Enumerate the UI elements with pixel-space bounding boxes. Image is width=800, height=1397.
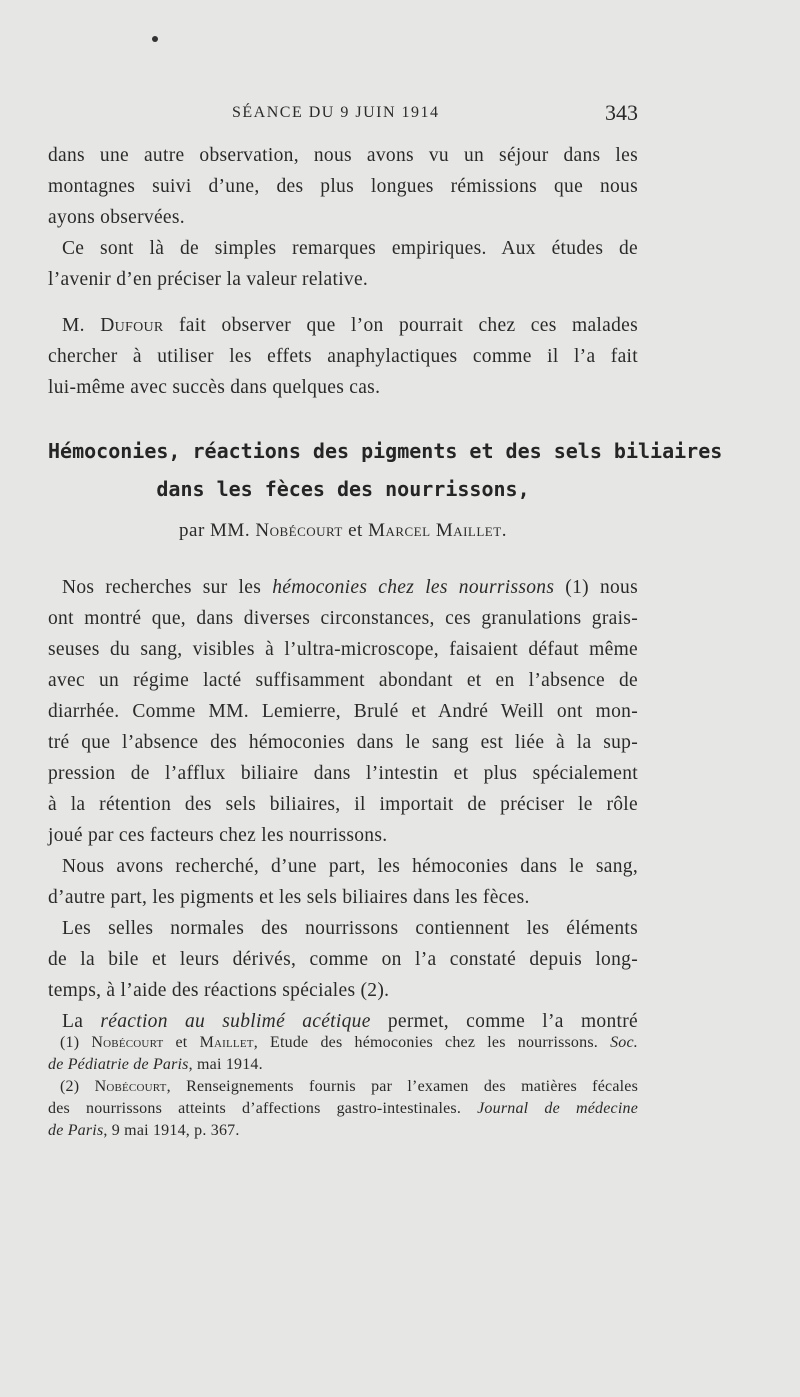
title-line: dans les fèces des nourrissons, bbox=[156, 477, 530, 501]
paragraph-dufour bbox=[48, 310, 638, 403]
text-line: Ce sont là de simples remarques empiriques. Aux études de bbox=[62, 238, 638, 259]
author-name: Maillet bbox=[199, 1034, 254, 1051]
footnote-2-cont bbox=[48, 1120, 638, 1142]
article-title bbox=[48, 432, 723, 508]
text-line: de la bile et leurs dérivés, comme on l’a constaté depuis long- bbox=[48, 949, 638, 970]
footnote-2 bbox=[48, 1076, 638, 1098]
text-line: pression de l’afflux biliaire dans l’intestin et plus spécialement bbox=[48, 763, 638, 784]
author-name: Nobécourt bbox=[91, 1034, 164, 1051]
text-line: ont montré que, dans diverses circonstances, ces granulations grais- bbox=[48, 608, 638, 629]
byline-and: et bbox=[342, 520, 369, 541]
text-line: tré que l’absence des hémoconies dans le sang est liée à la sup- bbox=[48, 732, 638, 753]
running-title: SÉANCE DU 9 JUIN 1914 bbox=[232, 104, 440, 121]
journal-title: de Pédiatrie de Paris bbox=[48, 1056, 189, 1073]
text-line: ayons observées. bbox=[48, 207, 185, 228]
ink-speck bbox=[152, 36, 158, 42]
text-fragment: et bbox=[163, 1034, 200, 1051]
journal-title: de Paris bbox=[48, 1122, 104, 1139]
author-name: Nobécourt bbox=[255, 520, 343, 541]
text-line: temps, à l’aide des réactions spéciales (2). bbox=[48, 980, 390, 1001]
paragraph-continuation bbox=[48, 140, 638, 295]
byline-prefix: par MM. bbox=[179, 520, 256, 541]
title-line: Hémoconies, réactions des pigments et des sels biliaires bbox=[48, 439, 723, 463]
author-name: Dufour bbox=[100, 315, 164, 336]
footnotes bbox=[48, 1032, 638, 1142]
text-fragment: M. bbox=[62, 315, 101, 336]
byline bbox=[48, 520, 638, 542]
article-body bbox=[48, 572, 638, 1037]
text-fragment: fait observer que l’on pourrait chez ces malades bbox=[163, 315, 638, 336]
footnote-mark: (2) bbox=[60, 1078, 95, 1095]
text-fragment: , 9 mai 1914, p. 367. bbox=[103, 1122, 240, 1139]
journal-title: Journal de médecine bbox=[477, 1100, 638, 1117]
author-name: Marcel Maillet bbox=[368, 520, 502, 541]
italic-term: réaction au sublimé acétique bbox=[100, 1011, 371, 1032]
text-line: avec un régime lacté suffisamment abondant et en l’absence de bbox=[48, 670, 638, 691]
text-line: d’autre part, les pigments et les sels biliaires dans les fèces. bbox=[48, 887, 530, 908]
footnote-2-cont bbox=[48, 1098, 638, 1120]
text-line: dans une autre observation, nous avons vu un séjour dans les bbox=[48, 145, 638, 166]
page-header bbox=[48, 100, 638, 130]
byline-end: . bbox=[501, 520, 507, 541]
text-line: montagnes suivi d’une, des plus longues rémissions que nous bbox=[48, 176, 638, 197]
text-line: Les selles normales des nourrissons contiennent les éléments bbox=[62, 918, 638, 939]
footnote-1-cont bbox=[48, 1054, 638, 1076]
author-name: Nobécourt bbox=[94, 1078, 167, 1095]
footnote-1 bbox=[48, 1032, 638, 1054]
text-fragment: Nos recherches sur les bbox=[62, 577, 273, 598]
text-fragment: La bbox=[62, 1011, 101, 1032]
text-line: diarrhée. Comme MM. Lemierre, Brulé et André Weill ont mon- bbox=[48, 701, 638, 722]
text-fragment: (1) nous bbox=[554, 577, 638, 598]
text-line: lui-même avec succès dans quelques cas. bbox=[48, 377, 381, 398]
text-fragment: permet, comme l’a montré bbox=[370, 1011, 638, 1032]
journal-title: Soc. bbox=[610, 1034, 638, 1051]
text-line bbox=[48, 310, 638, 341]
italic-term: hémoconies chez les nourrissons bbox=[272, 577, 555, 598]
text-line: seuses du sang, visibles à l’ultra-microscope, faisaient défaut même bbox=[48, 639, 638, 660]
text-line: joué par ces facteurs chez les nourrissons. bbox=[48, 825, 388, 846]
text-fragment: , Etude des hémoconies chez les nourrissons. bbox=[253, 1034, 611, 1051]
text-fragment: des nourrissons atteints d’affections gastro-intestinales. bbox=[48, 1100, 478, 1117]
text-fragment: , mai 1914. bbox=[188, 1056, 263, 1073]
text-line: chercher à utiliser les effets anaphylactiques comme il l’a fait bbox=[48, 346, 638, 367]
page-number: 343 bbox=[605, 100, 638, 125]
text-line bbox=[48, 572, 638, 603]
text-fragment: , Renseignements fournis par l’examen des matières fécales bbox=[166, 1078, 638, 1095]
text-line: l’avenir d’en préciser la valeur relative. bbox=[48, 269, 369, 290]
text-line: Nous avons recherché, d’une part, les hémoconies dans le sang, bbox=[62, 856, 638, 877]
footnote-mark: (1) bbox=[60, 1034, 92, 1051]
text-line: à la rétention des sels biliaires, il importait de préciser le rôle bbox=[48, 794, 638, 815]
